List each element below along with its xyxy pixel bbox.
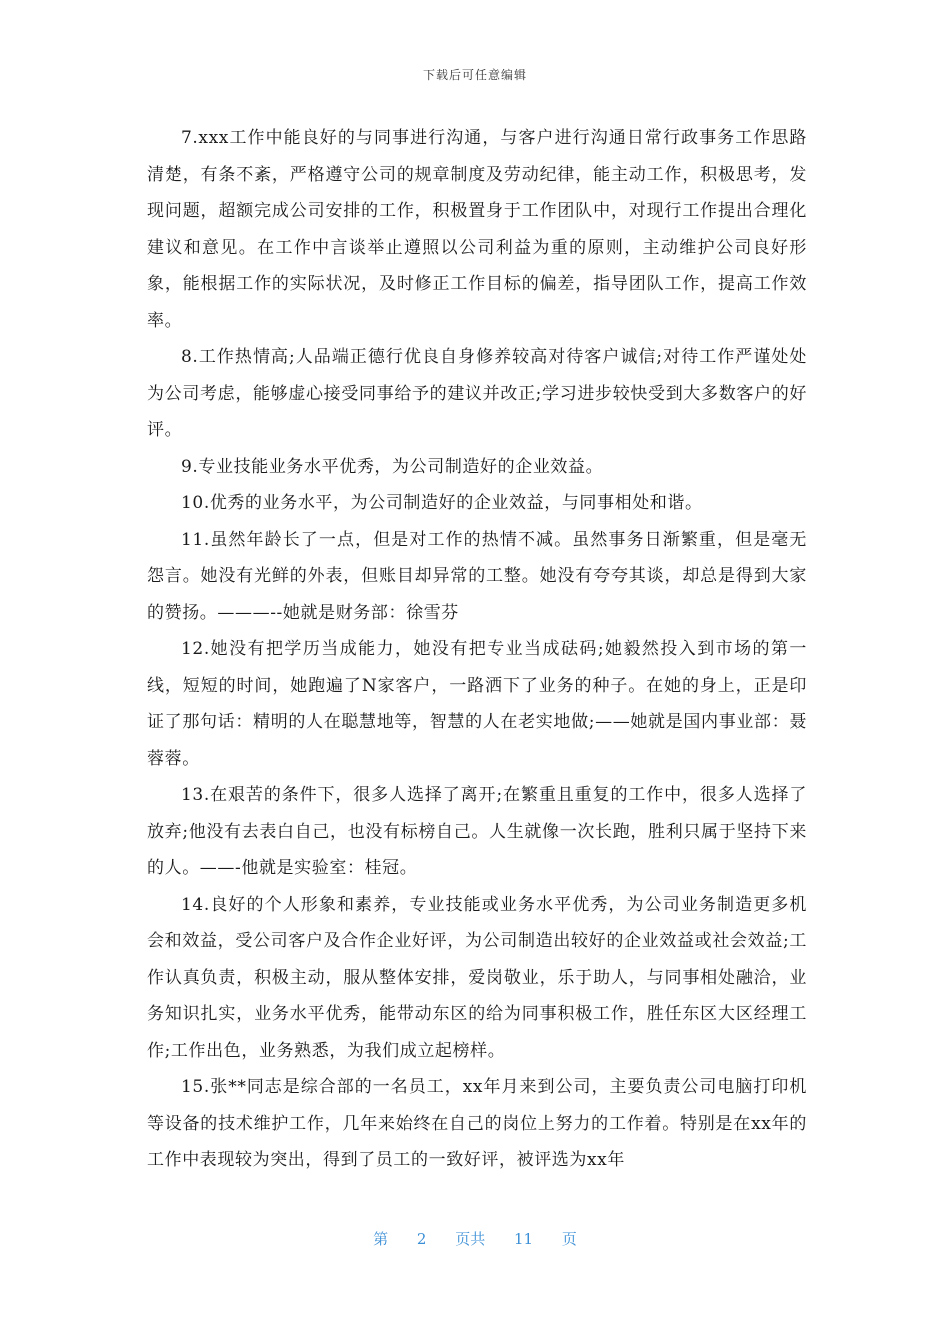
paragraph-11: 11.虽然年龄长了一点，但是对工作的热情不减。虽然事务日渐繁重，但是毫无怨言。她没有光鲜的外表，但账目却异常的工整。她没有夸夸其谈，却总是得到大家的赞扬。———--她就是财务部：徐雪芬 — [147, 529, 807, 623]
document-body — [147, 120, 807, 1179]
paragraph-13: 13.在艰苦的条件下，很多人选择了离开;在繁重且重复的工作中，很多人选择了放弃;他没有去表白自己，也没有标榜自己。人生就像一次长跑，胜利只属于坚持下来的人。——-他就是实验室：桂冠。 — [147, 785, 807, 878]
current-page-number: 2 — [416, 1230, 427, 1248]
paragraph-7: 7.xxx工作中能良好的与同事进行沟通，与客户进行沟通日常行政事务工作思路清楚，有条不紊，严格遵守公司的规章制度及劳动纪律，能主动工作，积极思考，发现问题，超额完成公司安排的工作，积极置身于工作团队中，对现行工作提出合理化建议和意见。在工作中言谈举止遵照以公司利益为重的原则，主动维护公司良好形象，能根据工作的实际状况，及时修正工作目标的偏差，指导团队工作，提高工作效率。 — [147, 128, 807, 331]
page-label-suffix: 页 — [561, 1230, 577, 1248]
paragraph-14: 14.良好的个人形象和素养，专业技能或业务水平优秀，为公司业务制造更多机会和效益，受公司客户及合作企业好评，为公司制造出较好的企业效益或社会效益;工作认真负责，积极主动，服从整体安排，爱岗敬业，乐于助人，与同事相处融洽，业务知识扎实，业务水平优秀，能带动东区的给为同事积极工作，胜任东区大区经理工作;工作出色，业务熟悉，为我们成立起榜样。 — [147, 894, 807, 1061]
paragraph-9: 9.专业技能业务水平优秀，为公司制造好的企业效益。 — [181, 456, 604, 477]
page-label-middle: 页共 — [455, 1230, 486, 1248]
page-footer — [0, 1228, 950, 1249]
paragraph-12: 12.她没有把学历当成能力，她没有把专业当成砝码;她毅然投入到市场的第一线，短短的时间，她跑遍了N家客户，一路洒下了业务的种子。在她的身上，正是印证了那句话：精明的人在聪慧地等，智慧的人在老实地做;——她就是国内事业部：聂蓉蓉。 — [147, 639, 807, 769]
paragraph-8: 8.工作热情高;人品端正德行优良自身修养较高对待客户诚信;对待工作严谨处处为公司考虑，能够虚心接受同事给予的建议并改正;学习进步较快受到大多数客户的好评。 — [147, 347, 807, 440]
paragraph-10: 10.优秀的业务水平，为公司制造好的企业效益，与同事相处和谐。 — [181, 493, 703, 513]
paragraph-15: 15.张**同志是综合部的一名员工，xx年月来到公司，主要负责公司电脑打印机等设备的技术维护工作，几年来始终在自己的岗位上努力的工作着。特别是在xx年的工作中表现较为突出，得到了员工的一致好评，被评选为xx年 — [147, 1077, 807, 1170]
total-pages-number: 11 — [514, 1230, 534, 1248]
page-header: 下载后可任意编辑 — [422, 68, 527, 82]
page-label-prefix: 第 — [373, 1230, 389, 1248]
